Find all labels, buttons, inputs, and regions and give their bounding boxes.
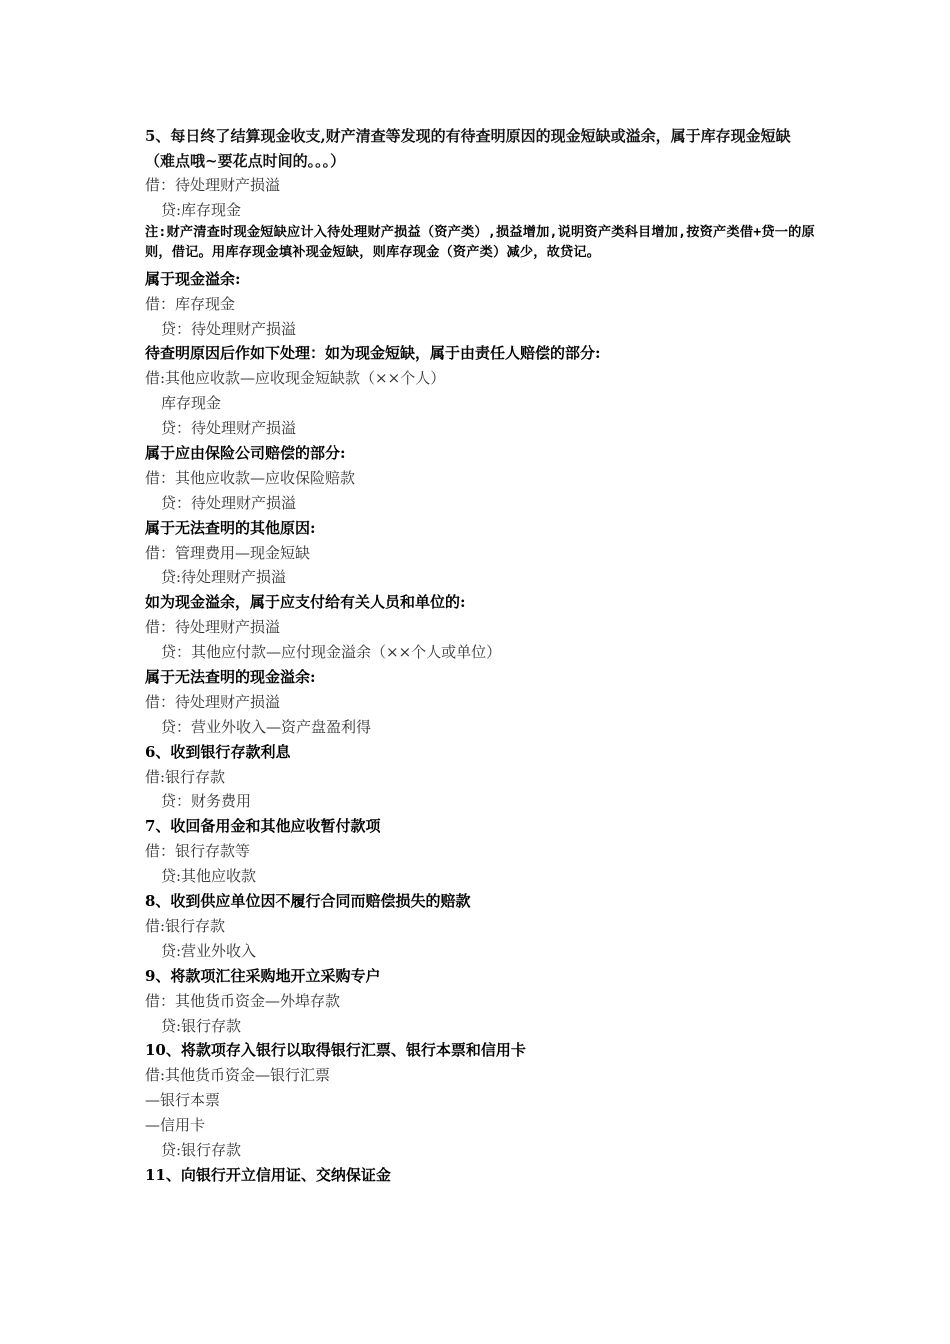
- surplus-payable-heading: 如为现金溢余，属于应支付给有关人员和单位的:: [145, 593, 466, 612]
- insurance-heading: 属于应由保险公司赔偿的部分:: [145, 444, 346, 463]
- credit-line: 贷:银行存款: [161, 1140, 242, 1159]
- debit-line-continued: —信用卡: [145, 1116, 206, 1135]
- credit-line: 贷:库存现金: [161, 200, 242, 219]
- debit-line-continued: —银行本票: [145, 1091, 221, 1110]
- debit-line: 借:银行存款: [145, 767, 226, 786]
- debit-line: 借:其他货币资金—银行汇票: [145, 1066, 331, 1085]
- debit-line: 借：待处理财产损溢: [145, 176, 281, 194]
- debit-line: 借：其他应收款—应收保险赔款: [145, 468, 356, 487]
- credit-line: 贷：营业外收入—资产盘盈利得: [161, 717, 372, 736]
- debit-line: 借：其他货币资金—外埠存款: [145, 991, 341, 1010]
- note-paragraph: 注:财产清查时现金短缺应计入待处理财产损益（资产类）,损益增加,说明资产类科目增加,按资产类借+贷一的原则，借记。用库存现金填补现金短缺，则库存现金（资产类）减少，故贷记。: [145, 224, 815, 261]
- debit-line-continued: 库存现金: [161, 394, 222, 413]
- credit-line: 贷：待处理财产损溢: [161, 319, 297, 338]
- credit-line: 贷:待处理财产损溢: [161, 568, 287, 587]
- debit-line: 借：银行存款等: [145, 842, 251, 861]
- section-11-heading: 11、向银行开立信用证、交纳保证金: [145, 1165, 391, 1184]
- credit-line: 贷：其他应付款—应付现金溢余（××个人或单位）: [161, 643, 502, 662]
- unknown-surplus-heading: 属于无法查明的现金溢余:: [145, 668, 316, 687]
- document-page: [145, 124, 825, 1188]
- credit-line: 贷:银行存款: [161, 1016, 242, 1035]
- after-investigation-heading: 待查明原因后作如下处理：如为现金短缺，属于由责任人赔偿的部分:: [145, 344, 601, 363]
- surplus-heading: 属于现金溢余:: [145, 269, 241, 288]
- debit-line: 借:其他应收款—应收现金短缺款（××个人）: [145, 369, 446, 388]
- credit-line: 贷：财务费用: [161, 792, 252, 811]
- section-9-heading: 9、将款项汇往采购地开立采购专户: [145, 966, 381, 985]
- debit-line: 借:银行存款: [145, 916, 226, 935]
- section-8-heading: 8、收到供应单位因不履行合同而赔偿损失的赔款: [145, 892, 471, 911]
- debit-line: 借：待处理财产损溢: [145, 692, 281, 711]
- credit-line: 贷:其他应收款: [161, 867, 257, 886]
- debit-line: 借：待处理财产损溢: [145, 618, 281, 637]
- credit-line: 贷:营业外收入: [161, 941, 257, 960]
- debit-line: 借：管理费用—现金短缺: [145, 543, 311, 562]
- section-5-heading: 5、每日终了结算现金收支,财产清查等发现的有待查明原因的现金短缺或溢余，属于库存现金短缺 （难点哦~要花点时间的。。。）: [145, 127, 791, 170]
- other-reasons-heading: 属于无法查明的其他原因:: [145, 518, 316, 537]
- credit-line: 贷：待处理财产损溢: [161, 419, 297, 438]
- debit-line: 借：库存现金: [145, 294, 236, 313]
- section-6-heading: 6、收到银行存款利息: [145, 742, 291, 761]
- credit-line: 贷：待处理财产损溢: [161, 493, 297, 512]
- section-7-heading: 7、收回备用金和其他应收暂付款项: [145, 817, 381, 836]
- section-10-heading: 10、将款项存入银行以取得银行汇票、银行本票和信用卡: [145, 1041, 526, 1060]
